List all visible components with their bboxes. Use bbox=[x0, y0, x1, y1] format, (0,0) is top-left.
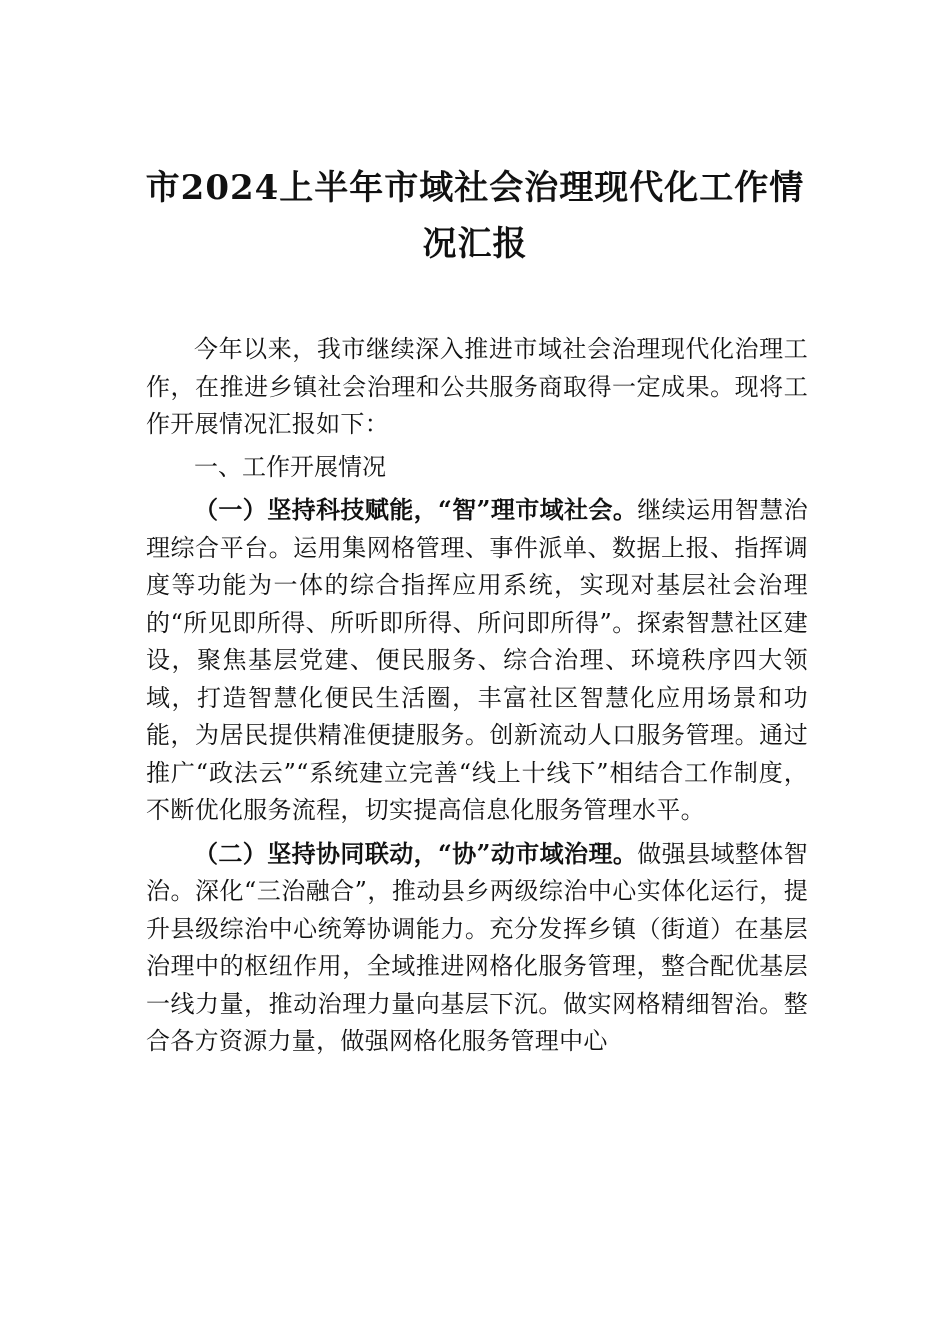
document-title bbox=[140, 160, 810, 272]
subsection-2-paragraph bbox=[146, 835, 808, 1061]
subsection-1-heading: （一）坚持科技赋能，“智”理市域社会。 bbox=[194, 495, 638, 524]
subsection-2-text: 做强县域整体智治。深化“三治融合”，推动县乡两级综治中心实体化运行，提升县级综治中心统筹协调能力。充分发挥乡镇（街道）在基层治理中的枢纽作用，全域推进网格化服务管理，整合配优基层一线力量，推动治理力量向基层下沉。做实网格精细智治。整合各方资源力量，做强网格化服务管理中心 bbox=[146, 839, 808, 1055]
document-body bbox=[146, 331, 808, 1061]
title-line-1: 市2024上半年市域社会治理现代化工作情 bbox=[145, 168, 805, 208]
section-heading-1: 一、工作开展情况 bbox=[194, 452, 386, 481]
subsection-1-paragraph bbox=[146, 491, 808, 830]
subsection-1-text: 继续运用智慧治理综合平台。运用集网格管理、事件派单、数据上报、指挥调度等功能为一体的综合指挥应用系统，实现对基层社会治理的“所见即所得、所听即所得、所问即所得”。探索智慧社区建设，聚焦基层党建、便民服务、综合治理、环境秩序四大领域，打造智慧化便民生活圈，丰富社区智慧化应用场景和功能，为居民提供精准便捷服务。创新流动人口服务管理。通过推广“政法云”“系统建立完善“线上十线下”相结合工作制度，不断优化服务流程，切实提高信息化服务管理水平。 bbox=[146, 496, 808, 824]
title-line-2: 况汇报 bbox=[422, 224, 528, 264]
intro-paragraph: 今年以来，我市继续深入推进市域社会治理现代化治理工作，在推进乡镇社会治理和公共服务商取得一定成果。现将工作开展情况汇报如下： bbox=[146, 335, 808, 438]
subsection-2-heading: （二）坚持协同联动，“协”动市域治理。 bbox=[194, 838, 638, 868]
